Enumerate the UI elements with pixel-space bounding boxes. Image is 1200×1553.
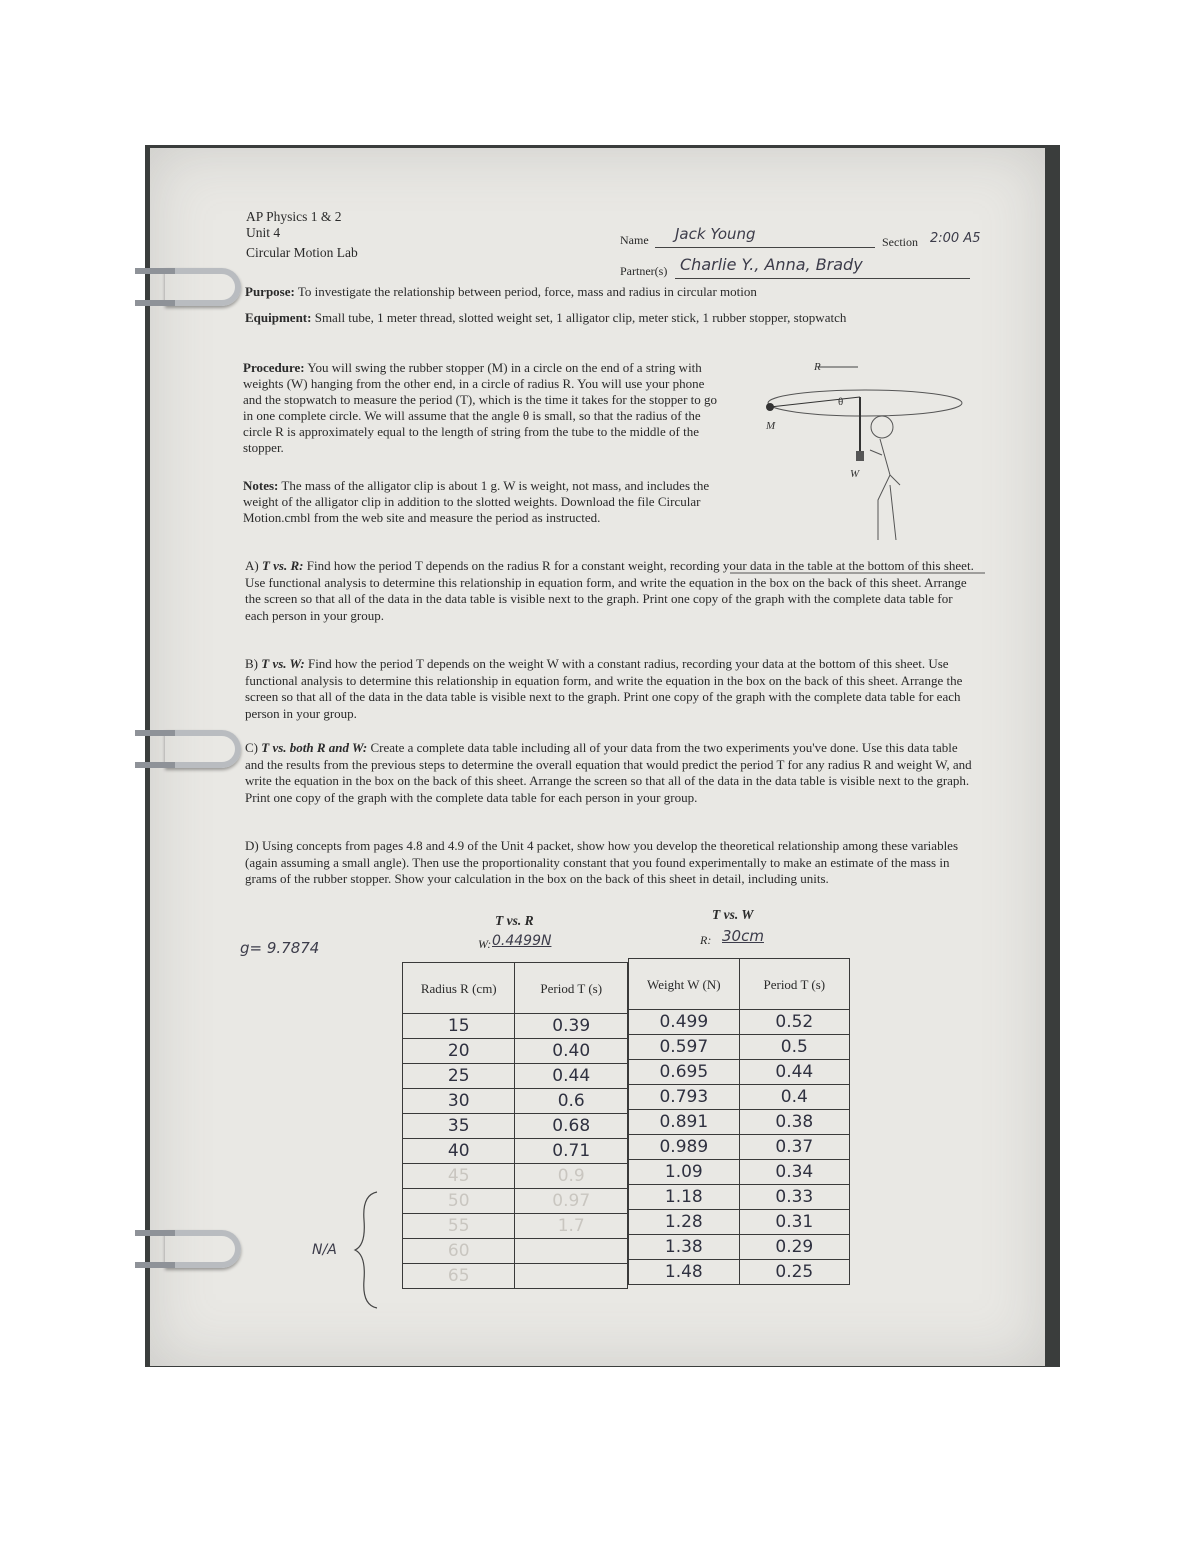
na-note: N/A <box>312 1242 337 1258</box>
table-cell: 20 <box>403 1039 515 1064</box>
table-r-header-period: Period T (s) <box>515 963 628 1014</box>
table-cell: 1.09 <box>629 1160 740 1185</box>
string-line <box>770 397 860 407</box>
table-cell: 0.989 <box>629 1135 740 1160</box>
section-c <box>245 740 975 806</box>
table-cell: 0.499 <box>629 1010 740 1035</box>
table-cell: 45 <box>403 1164 515 1189</box>
table-row <box>629 1235 850 1260</box>
table-w-const-value: 30cm <box>722 927 764 945</box>
table-row <box>629 1035 850 1060</box>
course-title: AP Physics 1 & 2 <box>246 209 342 224</box>
table-row <box>629 1110 850 1135</box>
name-label: Name <box>620 233 649 247</box>
table-cell: 30 <box>403 1089 515 1114</box>
table-cell: 1.18 <box>629 1185 740 1210</box>
table-row <box>403 1039 628 1064</box>
equipment <box>245 310 885 327</box>
circular-motion-diagram <box>730 355 990 580</box>
section-c-letter: C) <box>245 740 258 755</box>
table-cell: 0.38 <box>739 1110 849 1135</box>
table-cell: 0.68 <box>515 1114 628 1139</box>
table-r-caption: T vs. R <box>495 913 534 928</box>
table-cell: 0.5 <box>739 1035 849 1060</box>
table-row <box>403 1239 628 1264</box>
table-w-caption: T vs. W <box>712 907 754 922</box>
table-cell: 0.33 <box>739 1185 849 1210</box>
section-b <box>245 656 975 722</box>
table-w-header-weight: Weight W (N) <box>629 959 740 1010</box>
table-cell: 0.597 <box>629 1035 740 1060</box>
section-a <box>245 558 975 624</box>
table-w-header-row <box>629 959 850 1010</box>
section-label: Section <box>882 235 918 249</box>
table-cell <box>515 1239 628 1264</box>
table-r-header-row <box>403 963 628 1014</box>
table-row <box>629 1160 850 1185</box>
table-row <box>629 1010 850 1035</box>
section-a-letter: A) <box>245 558 259 573</box>
table-cell: 1.28 <box>629 1210 740 1235</box>
table-cell: 25 <box>403 1064 515 1089</box>
table-cell: 0.4 <box>739 1085 849 1110</box>
table-cell: 0.891 <box>629 1110 740 1135</box>
purpose-text: To investigate the relationship between period, force, mass and radius in circular motion <box>297 284 757 299</box>
name-line <box>655 247 875 248</box>
table-cell: 0.6 <box>515 1089 628 1114</box>
table-row <box>403 1164 628 1189</box>
table-cell: 55 <box>403 1214 515 1239</box>
procedure <box>243 360 718 456</box>
binder-ring-bottom <box>165 1230 241 1268</box>
partners-label: Partner(s) <box>620 264 668 278</box>
orbit-ellipse <box>768 390 962 416</box>
gravity-note: g= 9.7874 <box>240 939 320 957</box>
table-cell: 0.97 <box>515 1189 628 1214</box>
table-row <box>629 1060 850 1085</box>
table-row <box>629 1135 850 1160</box>
section-b-text: Find how the period T depends on the weight W with a constant radius, recording your data at the bottom of this sheet. Use functional analysis to determine this relationship in equation form, and write the equation in the box on the back of this sheet. Arrange the screen so that all of the data in the data table is visible next to the graph. Print one copy of the graph with the complete data table for each person in your group. <box>245 656 963 721</box>
table-row <box>403 1214 628 1239</box>
section-a-title: T vs. R: <box>261 558 304 573</box>
theta-label: θ <box>838 396 844 408</box>
table-cell: 0.695 <box>629 1060 740 1085</box>
table-cell: 0.34 <box>739 1160 849 1185</box>
name-value: Jack Young <box>675 225 756 243</box>
equipment-text: Small tube, 1 meter thread, slotted weight set, 1 alligator clip, meter stick, 1 rubber stopper, stopwatch <box>314 310 847 325</box>
notes-label: Notes: <box>243 478 279 493</box>
table-row <box>629 1210 850 1235</box>
table-row <box>629 1085 850 1110</box>
table-cell: 0.29 <box>739 1235 849 1260</box>
section-b-letter: B) <box>245 656 258 671</box>
table-row <box>629 1185 850 1210</box>
table-cell: 0.793 <box>629 1085 740 1110</box>
table-cell: 1.7 <box>515 1214 628 1239</box>
procedure-text: You will swing the rubber stopper (M) in a circle on the end of a string with weights (W) hanging from the other end, in a circle of radius R. You will use your phone and the stopwatch to measure the period (T), which is the time it takes for the stopper to go in one complete circle. We will assume that the angle θ is small, so that the radius of the circle R is approximately equal to the length of string from the tube to the middle of the stopper. <box>243 360 718 455</box>
notes-text: The mass of the alligator clip is about 1 g. W is weight, not mass, and includes the weight of the alligator clip in addition to the slotted weights. Download the file Circular Motion.cmbl from the web site and measure the period as instructed. <box>243 478 710 525</box>
binder-ring-top <box>165 268 241 306</box>
table-cell: 0.39 <box>515 1014 628 1039</box>
table-cell: 50 <box>403 1189 515 1214</box>
table-row <box>403 1114 628 1139</box>
partners-value: Charlie Y., Anna, Brady <box>680 255 863 274</box>
table-cell: 0.9 <box>515 1164 628 1189</box>
table-row <box>629 1260 850 1285</box>
table-cell: 65 <box>403 1264 515 1289</box>
table-cell: 0.25 <box>739 1260 849 1285</box>
section-d-letter: D) <box>245 838 259 853</box>
notes <box>243 478 713 526</box>
table-cell: 0.31 <box>739 1210 849 1235</box>
table-w <box>628 958 850 1285</box>
section-d-text: Using concepts from pages 4.8 and 4.9 of the Unit 4 packet, show how you develop the theoretical relationship among these variables (again assuming a small angle). Then use the proportionality constant that you found experimentally to make an estimate of the mass in grams of the rubber stopper. Show your calculation in the box on the back of this sheet in detail, including units. <box>245 838 959 886</box>
person-body <box>870 439 900 540</box>
table-cell <box>515 1264 628 1289</box>
purpose <box>245 284 885 301</box>
section-value: 2:00 A5 <box>930 231 981 246</box>
procedure-label: Procedure: <box>243 360 305 375</box>
partners-line <box>675 278 970 279</box>
stopper-dot <box>766 403 774 411</box>
table-cell: 0.40 <box>515 1039 628 1064</box>
person-head <box>871 416 893 438</box>
section-c-title: T vs. both R and W: <box>261 740 368 755</box>
table-cell: 0.44 <box>515 1064 628 1089</box>
na-brace <box>352 1190 382 1310</box>
equipment-label: Equipment: <box>245 310 312 325</box>
table-cell: 40 <box>403 1139 515 1164</box>
section-b-title: T vs. W: <box>261 656 305 671</box>
section-d <box>245 838 975 888</box>
table-w-const-label: R: <box>700 933 712 947</box>
table-cell: 35 <box>403 1114 515 1139</box>
hanging-weight <box>856 451 864 461</box>
table-cell: 1.48 <box>629 1260 740 1285</box>
table-r <box>402 962 628 1289</box>
table-cell: 15 <box>403 1014 515 1039</box>
table-cell: 0.37 <box>739 1135 849 1160</box>
table-cell: 0.44 <box>739 1060 849 1085</box>
table-row <box>403 1014 628 1039</box>
section-a-text: Find how the period T depends on the radius R for a constant weight, recording your data in the table at the bottom of this sheet. Use functional analysis to determine this relationship in equation form, and write the equation in the box on the back of this sheet. Arrange the screen so that all of the data in the data table is visible next to the graph. Print one copy of the graph with the complete data table for each person in your group. <box>245 558 974 623</box>
table-cell: 1.38 <box>629 1235 740 1260</box>
table-r-const-value: 0.4499N <box>492 933 552 949</box>
radius-label: R <box>814 361 821 373</box>
table-r-header-radius: Radius R (cm) <box>403 963 515 1014</box>
lab-title: Circular Motion Lab <box>246 245 358 260</box>
table-r-const-label: W: <box>478 937 492 951</box>
mass-label: M <box>766 420 776 432</box>
table-cell: 60 <box>403 1239 515 1264</box>
weight-label: W <box>850 468 860 480</box>
table-row <box>403 1264 628 1289</box>
table-row <box>403 1189 628 1214</box>
purpose-label: Purpose: <box>245 284 295 299</box>
table-row <box>403 1139 628 1164</box>
section-c-text: Create a complete data table including all of your data from the two experiments you've done. Use this data table and the results from the previous steps to determine the overall equation that would predict the period T for any radius R and weight W, and write the equation in the box on the back of this sheet. Arrange the screen so that all of the data in the data table is visible next to the graph. Print one copy of the graph with the complete data table for each person in your group. <box>245 740 972 805</box>
table-cell: 0.52 <box>739 1010 849 1035</box>
table-cell: 0.71 <box>515 1139 628 1164</box>
binder-ring-middle <box>165 730 241 768</box>
table-w-header-period: Period T (s) <box>739 959 849 1010</box>
table-row <box>403 1064 628 1089</box>
table-row <box>403 1089 628 1114</box>
unit-title: Unit 4 <box>246 225 281 240</box>
